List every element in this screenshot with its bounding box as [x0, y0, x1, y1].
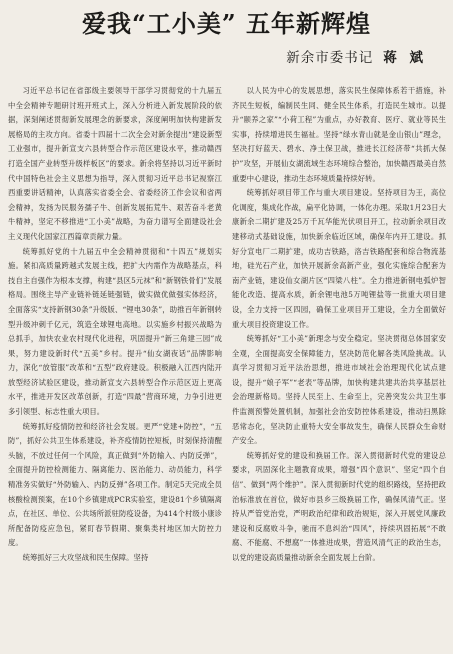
article-paragraph: 习近平总书记在省部级主要领导干部学习贯彻党的十九届五中全会精神专题研讨班开班式上，深入分析进入新发展阶段的依据，深刻阐述贯彻新发展理念的新要求，深度阐明加快构建新发展格局的主攻方向。省委十四届十二次全会对新余提出“建设新型工业强市，提升新宣支六县转型合作示范区建设水平，推动赣西打造全国产业转型升级样板区”的要求。新余将坚持以习近平新时代中国特色社会主义思想为指导，深入贯彻习近平总书记视察江西重要讲话精神，认真落实省委全会、省委经济工作会议和省两会精神，发扬为民服务孺子牛、创新发展拓荒牛、艰苦奋斗老黄牛精神，坚定不移推进“工小美”战略，为奋力谱写全面建设社会主义现代化国家江西篇章贡献力量。: [8, 86, 222, 241]
article-paragraph: 统筹抓好三大攻坚战和民生保障。坚持: [22, 553, 149, 562]
article-column-left: [8, 84, 222, 650]
article-paragraph: 统筹抓好“工小美”新理念与安全稳定。坚决贯彻总体国家安全观，全面提高安全保障能力，坚决防范化解各类风险挑战。认真学习贯彻习近平法治思想，推进市域社会治理现代化试点建设，提升“娘子军”“老表”等品牌，加快构建共建共治共享基层社会治理新格局。坚持人民至上、生命至上，完善突发公共卫生事件监测预警处置机制，加强社会治安防控体系建设，推动扫黑除恶常态化，坚决防止重特大安全事故发生，确保人民群众生命财产安全。: [232, 334, 446, 446]
byline-author: 蒋 斌: [383, 50, 427, 66]
article-column-right: [232, 84, 446, 650]
article-headline: 爱我“工小美” 五年新辉煌: [82, 9, 371, 38]
article-paragraph: 统筹抓好疫情防控和经济社会发展。更严“党建+防控”，“五防”，抓好公共卫生体系建设，补齐疫情防控短板，时刻保持清醒头脑，不放过任何一个风险，真正做到“外防输入、内防反弹”，全面提升防控检测能力、隔离能力、医治能力、动员能力，科学精准务实做好“外防输入、内防反弹”各项工作。制定5天完成全员核酸检测预案，在10个乡镇建成PCR实验室，建设81个乡镇隔离点，在社区、单位、公共场所派驻防疫设备，为414个村级小康诊所配备防疫应急包，紧盯春节假期、聚集类村地区加大防控力度。: [8, 421, 222, 548]
article-paragraph: 以人民为中心的发展思想，落实民生保障体系若干措施，补齐民生短板，编制民生同、健全民生体系，打造民生城市。以提升“颐养之家”“小荷工程”为重点，办好教育、医疗、就业等民生实事，持续增进民生福祉。坚持“绿水青山就是金山银山”理念，坚决打好蓝天、碧水、净土保卫战，推进长江经济带“共抓大保护”攻坚，开展仙女湖流域生态环境综合整治，加快赣西最美自然重要中心建设，推动生态环境质量持续好转。: [232, 86, 446, 183]
article-paragraph: 统筹抓好党的十九届五中全会精神贯彻和“十四五”规划实施。紧扣高质量跨越式发展主线，把扩大内需作为战略基点，科技自主自强作为根本支撑，构建“县区5元袜”和“新钢铁骨们”发展格局。围绕主导产业链补链延链强链，做实做优做强实体经济，全面落实“支持新钢30条”升级版、“锂电30条”，助推百年新钢转型升级冲刺千亿元，筑造全球锂电高地。以实施乡村振兴战略为总抓手，加快农业农村现代化进程，巩固提升“新三角建三园”成果，努力建设新时代“五美”乡村。提升“仙女湖夜话”品牌影响力，深化“放管服”改革和“五型”政府建设。积极融入江西内陆开放型经济试验区建设，推动新宣支六县转型合作示范区迈上更高水平，推进开发区改革创新，打造“四最”营商环境，力争引进更多引领型、标志性重大项目。: [8, 246, 222, 417]
article-paragraph: 统筹抓好党的建设和换届工作。深入贯彻新时代党的建设总要求，巩固深化主题教育成果，增强“四个意识”、坚定“四个自信”、做到“两个维护”。深入贯彻新时代党的组织路线，坚持把政治标准放在首位，做好市县乡三级换届工作，确保风清气正。坚持从严管党治党，严明政治纪律和政治规矩，深入开展党风廉政建设和反腐败斗争，驰而不息纠治“四风”，持续巩固拓展“不敢腐、不能腐、不想腐”一体推进成果，营造风清气正的政治生态，以党的建设高质量推动新余全面发展上台阶。: [232, 450, 446, 562]
byline-position: 新余市委书记: [286, 50, 374, 66]
article-byline: [286, 46, 427, 66]
article-paragraph: 统筹抓好项目带工作与重大项目建设。坚持项目为王，高位化调度，集成化作战，扁平化协调，一体化办理。采取1月23日大康新余二期扩建及25万千瓦华能光伏项目开工，拉动新余项目改建移动式基础设施，加快新余临近区域，确保年内开工建设。抓好分宣电厂二期扩建，成功吉铁路，洛吉铁路配套和综合物流基地，硅光石产业，加快开展新余高新产业，强化实施综合配套为南产业链，建设仙女湖片区“四梁八柱”。全力推进新钢电弧炉智能化改造、提高水质，新余锂电池5万吨锂盐等一批重大项目建设，全力支持一区四园，确保工业项目开工建设，全力全面做好重大项目投资建设工作。: [232, 188, 446, 329]
